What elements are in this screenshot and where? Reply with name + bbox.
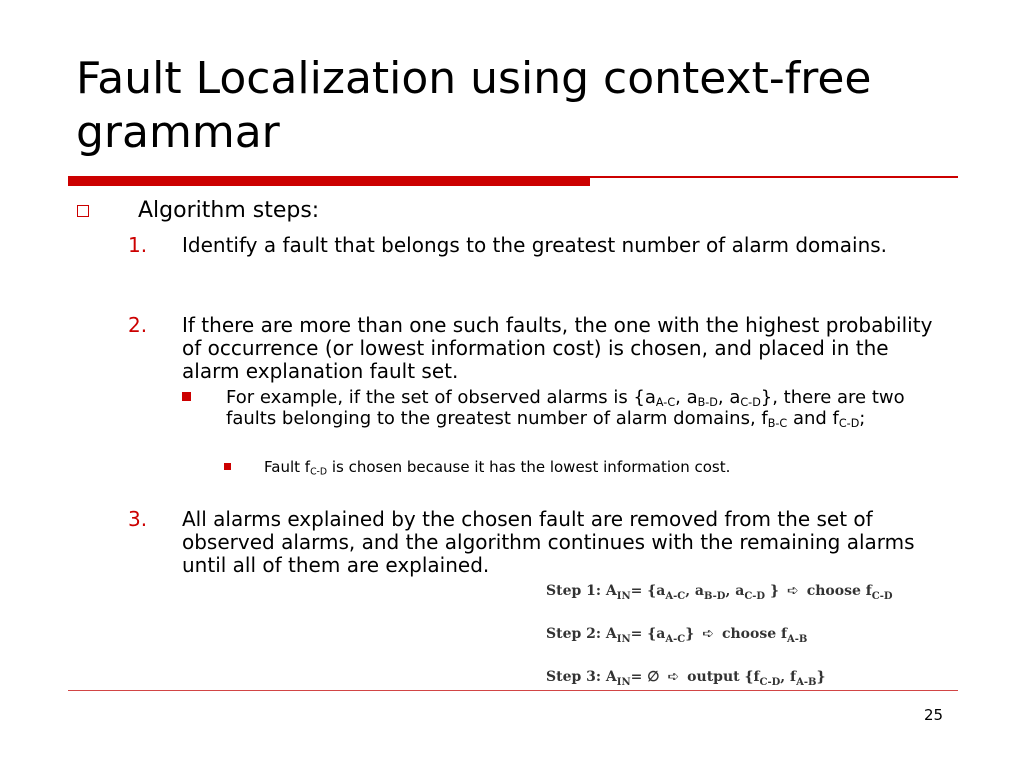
step-3-number: 3. (128, 507, 148, 531)
square-bullet-icon (182, 392, 191, 401)
step-2-text: If there are more than one such faults, the one with the highest probability of occurrence (or lowest information cost) is chosen, and placed in the alarm explanation fault set. (182, 313, 933, 383)
step-1-number: 1. (128, 233, 148, 257)
slide-title: Fault Localization using context-free grammar (76, 53, 872, 158)
section-heading: Algorithm steps: (138, 198, 320, 223)
page-number: 25 (924, 706, 944, 724)
small-square-bullet-icon (224, 463, 231, 470)
step-2-number: 2. (128, 313, 148, 337)
step-3-text: All alarms explained by the chosen fault are removed from the set of observed alarms, and the algorithm continues with the remaining alarms until all of them are explained. (182, 507, 915, 577)
figure-step-2: Step 2: $A_{IN}= \{a_{A-C}\}$ ➪ choose $f_{A-B}$ (546, 626, 808, 645)
title-underline-thin (590, 176, 958, 178)
figure-step-1: Step 1: $A_{IN}= \{a_{A-C}$, $a_{B-D}$, $a_{C-D}$ } ➪ choose $f_{C-D}$ (546, 583, 893, 602)
right-arrow-icon: ➪ (667, 669, 680, 685)
example-text: For example, if the set of observed alarms is {$a_{A-C}$, $a_{B-D}$, $a_{C-D}$}, there are two faults belonging to the greatest number of alarm domains, $f_{B-C}$ and $f_{C-D}$; (226, 387, 905, 430)
figure-step-3: Step 3: $A_{IN}=$ ∅ ➪ output {$f_{C-D}$, $f_{A-B}$} (546, 669, 826, 688)
right-arrow-icon: ➪ (786, 583, 799, 599)
sub-example-text: Fault $f_{C-D}$ is chosen because it has the lowest information cost. (264, 458, 731, 478)
right-arrow-icon: ➪ (702, 626, 714, 642)
title-underline-thick (68, 176, 590, 186)
footer-divider (68, 690, 958, 691)
hollow-square-bullet-icon (77, 205, 89, 217)
step-1-text: Identify a fault that belongs to the greatest number of alarm domains. (182, 233, 888, 257)
